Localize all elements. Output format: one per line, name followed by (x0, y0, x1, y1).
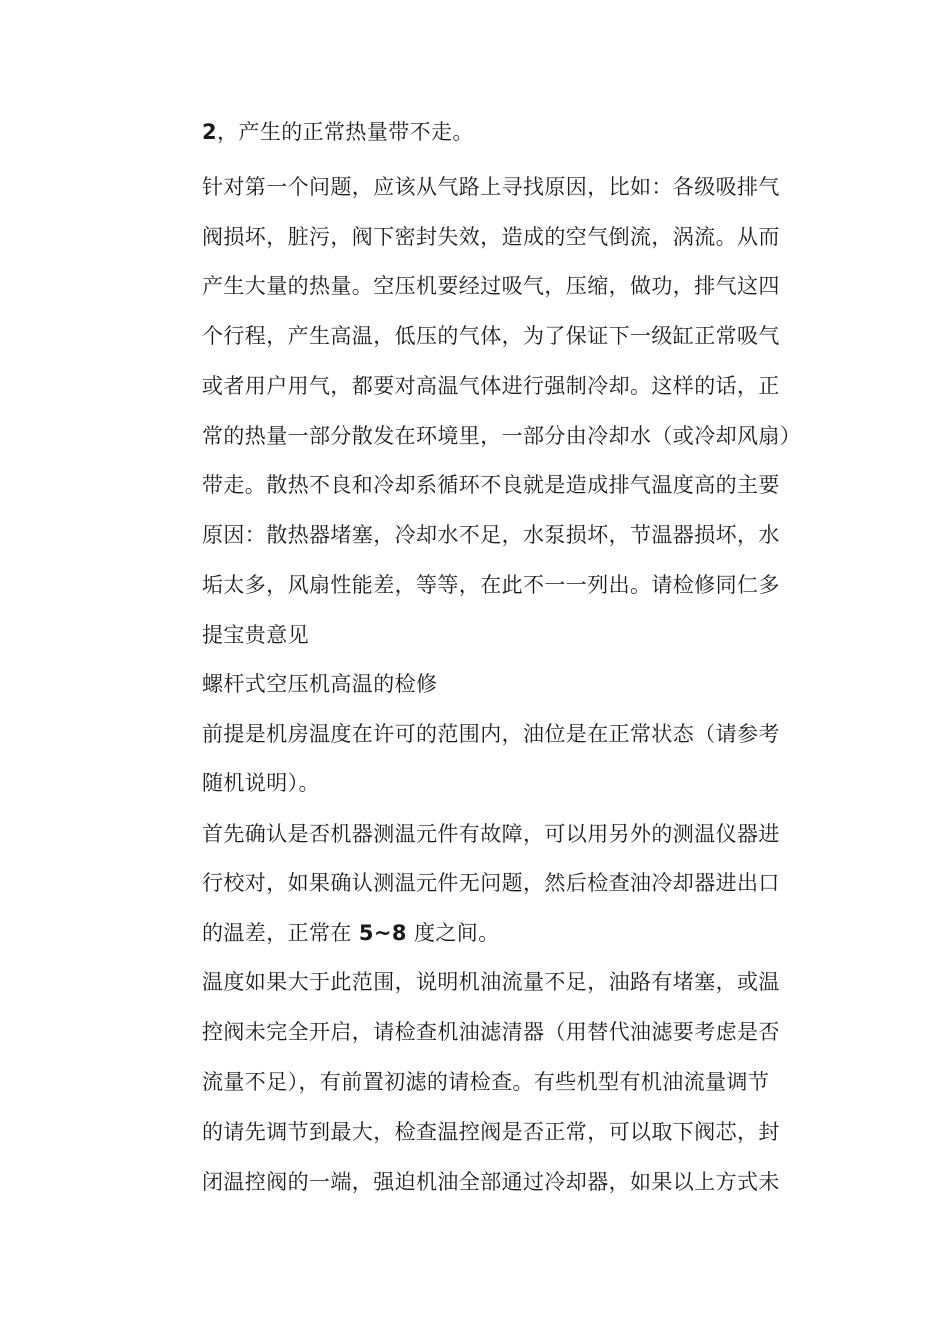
paragraph-2-line-6: 常的热量一部分散发在环境里，一部分由冷却水（或冷却风扇） (202, 424, 802, 448)
paragraph-4-line-1: 首先确认是否机器测温元件有故障，可以用另外的测温仪器进 (202, 822, 780, 846)
section-heading: 螺杆式空压机高温的检修 (202, 672, 438, 696)
paragraph-2-line-4: 个行程，产生高温，低压的气体，为了保证下一级缸正常吸气 (202, 324, 780, 348)
paragraph-5-line-1: 温度如果大于此范围，说明机油流量不足，油路有堵塞，或温 (202, 970, 780, 994)
paragraph-4-line-2: 行校对，如果确认测温元件无问题，然后检查油冷却器进出口 (202, 871, 780, 895)
paragraph-2-line-7: 带走。散热不良和冷却系循环不良就是造成排气温度高的主要 (202, 473, 780, 497)
paragraph-2-line-1: 针对第一个问题，应该从气路上寻找原因，比如：各级吸排气 (202, 175, 780, 199)
paragraph-5-line-4: 的请先调节到最大，检查温控阀是否正常，可以取下阀芯，封 (202, 1120, 780, 1144)
paragraph-5-line-3: 流量不足），有前置初滤的请检查。有些机型有机油流量调节 (202, 1070, 770, 1094)
paragraph-3-line-1: 前提是机房温度在许可的范围内，油位是在正常状态（请参考 (202, 722, 780, 746)
paragraph-4-line-3-suffix: 度之间。 (406, 921, 500, 945)
paragraph-2-line-3: 产生大量的热量。空压机要经过吸气，压缩，做功，排气这四 (202, 274, 780, 298)
paragraph-4-line-3 (202, 918, 500, 948)
paragraph-1 (202, 117, 474, 147)
paragraph-4-line-3-prefix: 的温差，正常在 (202, 921, 359, 945)
paragraph-2-line-2: 阀损坏，脏污，阀下密封失效，造成的空气倒流，涡流。从而 (202, 225, 780, 249)
item-number: 2 (202, 120, 218, 144)
paragraph-3-line-2: 随机说明）。 (202, 771, 320, 795)
paragraph-2-line-8: 原因：散热器堵塞，冷却水不足，水泵损坏，节温器损坏，水 (202, 523, 780, 547)
temperature-range: 5~8 (358, 921, 407, 945)
paragraph-5-line-5: 闭温控阀的一端，强迫机油全部通过冷却器，如果以上方式未 (202, 1170, 780, 1194)
paragraph-2-line-5: 或者用户用气，都要对高温气体进行强制冷却。这样的话，正 (202, 374, 780, 398)
paragraph-5-line-2: 控阀未完全开启，请检查机油滤清器（用替代油滤要考虑是否 (202, 1020, 780, 1044)
paragraph-2-line-10: 提宝贵意见 (202, 623, 309, 647)
paragraph-1-text: ，产生的正常热量带不走。 (217, 120, 474, 144)
paragraph-2-line-9: 垢太多，风扇性能差，等等，在此不一一列出。请检修同仁多 (202, 573, 780, 597)
